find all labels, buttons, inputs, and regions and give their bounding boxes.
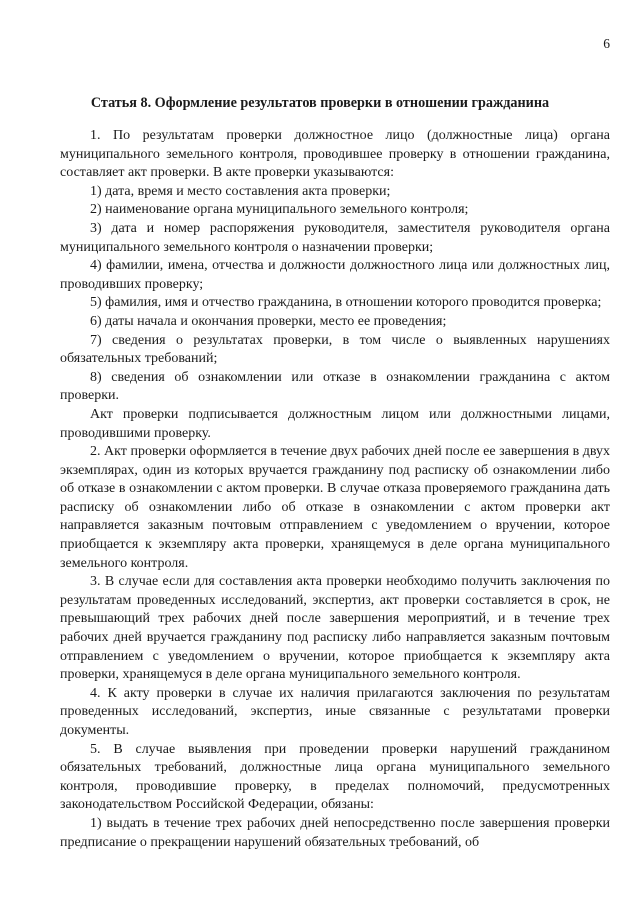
article-title: Статья 8. Оформление результатов проверки в отношении гражданина bbox=[90, 95, 550, 111]
list-item-8: 8) сведения об ознакомлении или отказе в ознакомлении гражданина с актом проверки. bbox=[60, 369, 610, 404]
list-item-7: 7) сведения о результатах проверки, в том числе о выявленных нарушениях обязательных требований; bbox=[60, 332, 610, 367]
paragraph-5: 5. В случае выявления при проведении проверки нарушений гражданином обязательных требований, должностные лица органа муниципального земельного контроля, проводившие проверку, в пределах полномочий, предусмотренных законодательством Российской Федерации, обязаны: bbox=[60, 741, 610, 813]
page-number: 6 bbox=[603, 36, 610, 51]
obligation-item-1: 1) выдать в течение трех рабочих дней непосредственно после завершения проверки предписание о прекращении нарушений обязательных требований, об bbox=[60, 815, 610, 850]
list-item-3: 3) дата и номер распоряжения руководителя, заместителя руководителя органа муниципального земельного контроля о назначении проверки; bbox=[60, 220, 610, 255]
list-item-5: 5) фамилия, имя и отчество гражданина, в отношении которого проводится проверка; bbox=[90, 295, 602, 311]
paragraph-3: 3. В случае если для составления акта проверки необходимо получить заключения по результатам проведенных исследований, экспертиз, акт проверки составляется в срок, не превышающий трех рабочих дней после завершения мероприятий, и в течение трех рабочих дней вручается гражданину под расписку либо направляется заказным почтовым отправлением с уведомлением о вручении, которое приобщается к экземпляру акта проверки, хранящемуся в деле органа муниципального земельного контроля. bbox=[60, 574, 610, 683]
list-item-4: 4) фамилии, имена, отчества и должности должностного лица или должностных лиц, проводивших проверку; bbox=[60, 258, 610, 292]
paragraph-4: 4. К акту проверки в случае их наличия прилагаются заключения по результатам проведенных исследований, экспертиз, иные связанные с результатами проверки документы. bbox=[60, 685, 610, 738]
list-item-1: 1) дата, время и место составления акта проверки; bbox=[90, 183, 391, 199]
paragraph-1: 1. По результатам проверки должностное лицо (должностные лица) органа муниципального земельного контроля, проводившее проверку в отношении гражданина, составляет акт проверки. В акте проверки указываются: bbox=[60, 128, 610, 181]
paragraph-2: 2. Акт проверки оформляется в течение двух рабочих дней после ее завершения в двух экземплярах, один из которых вручается гражданину под расписку об ознакомлении либо об отказе в ознакомлении с актом проверки. В случае отказа проверяемого гражданина дать расписку об ознакомлении либо об отказе в ознакомлении с актом проверки акт направляется заказным почтовым отправлением с уведомлением о вручении, которое приобщается к экземпляру акта проверки, хранящемуся в деле органа муниципального земельного контроля. bbox=[60, 444, 610, 571]
list-item-2: 2) наименование органа муниципального земельного контроля; bbox=[90, 202, 469, 218]
signature-note: Акт проверки подписывается должностным лицом или должностными лицами, проводившими проверку. bbox=[60, 406, 610, 441]
list-item-6: 6) даты начала и окончания проверки, место ее проведения; bbox=[90, 313, 447, 329]
article-body bbox=[60, 127, 610, 852]
